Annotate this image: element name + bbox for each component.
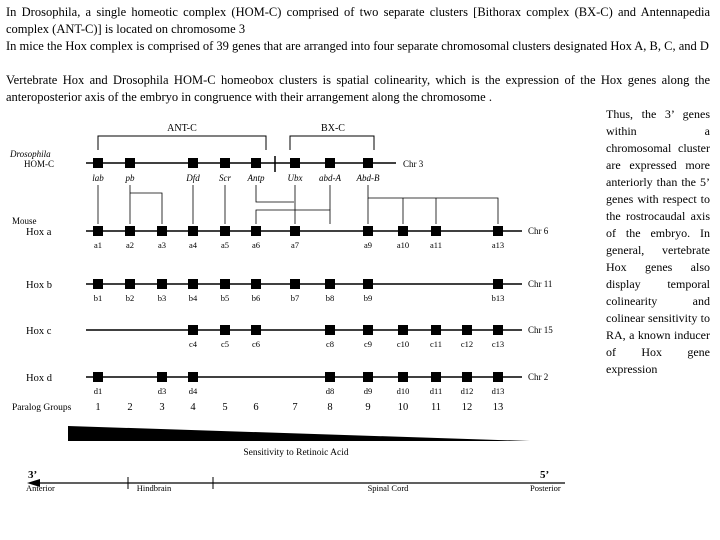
hox-gene-box [157,226,167,236]
hox-gene-box [431,372,441,382]
hox-gene-label: a13 [491,240,505,250]
drosophila-gene-label: Dfd [186,173,200,183]
hox-gene-box [188,226,198,236]
intro-paragraph-mice: In mice the Hox complex is comprised of 39 genes that are arranged into four separate chromosomal clusters designated Hox A, B, C, and D [6,39,709,53]
hox-gene-box [398,226,408,236]
drosophila-gene-box [93,158,103,168]
paralog-number: 2 [127,402,133,413]
hox-cluster-row [26,279,552,303]
hox-gene-label: b6 [251,293,261,303]
ant-c-label: ANT-C [167,123,197,134]
hox-gene-label: a6 [251,240,261,250]
hox-cluster-name: Hox b [26,280,52,291]
hox-cluster-row [26,226,549,250]
hox-cluster-row [26,372,548,396]
hox-gene-box [493,226,503,236]
hox-gene-label: c10 [396,339,410,349]
hox-gene-label: b1 [93,293,103,303]
paralog-groups-label: Paralog Groups [12,403,72,413]
paralog-number: 3 [159,402,165,413]
hox-gene-label: d10 [396,386,410,396]
hox-gene-label: a4 [188,240,198,250]
paralog-number: 9 [365,402,371,413]
chromosome-label: Chr 2 [528,372,549,382]
bx-c-label: BX-C [321,123,345,134]
axis-5prime: 5’ [540,469,550,481]
mouse-label: Mouse [12,216,37,226]
drosophila-gene-label: Scr [219,173,231,183]
drosophila-gene-label: Antp [247,173,265,183]
paralog-number: 8 [327,402,333,413]
complex-brackets [98,136,374,150]
hox-gene-box [188,279,198,289]
hox-gene-box [220,279,230,289]
hox-gene-label: c13 [491,339,505,349]
hox-gene-box [325,372,335,382]
hox-gene-box [363,325,373,335]
hox-gene-box [493,325,503,335]
intro-paragraph-colinearity: Vertebrate Hox and Drosophila HOM-C homeobox clusters is spatial colinearity, which is the expression of the Hox genes along the anteroposterior axis of the embryo in congruence with their arrangement along the chromosome . [6,73,710,104]
intro-paragraph-drosophila: In Drosophila, a single homeotic complex (HOM-C) comprised of two separate clusters [Bithorax complex (BX-C) and Antennapedia complex (ANT-C)] is located on chromosome 3 [6,5,710,36]
drosophila-gene-label: Ubx [287,173,303,183]
hox-gene-label: c12 [460,339,474,349]
hox-gene-label: d13 [491,386,505,396]
hox-gene-box [290,226,300,236]
hox-cluster-name: Hox a [26,227,52,238]
hox-gene-box [290,279,300,289]
paralog-number: 5 [222,402,228,413]
hox-gene-label: c4 [188,339,198,349]
hox-cluster-name: Hox c [26,326,52,337]
drosophila-chr-label: Chr 3 [403,159,424,169]
hox-gene-box [188,325,198,335]
drosophila-label: Drosophila [10,149,51,159]
hox-gene-box [93,226,103,236]
hox-gene-label: a7 [290,240,300,250]
hox-gene-label: a3 [157,240,167,250]
hox-gene-box [93,279,103,289]
drosophila-gene-label: pb [125,173,135,183]
hox-gene-box [493,372,503,382]
paralog-number: 10 [397,402,409,413]
hox-gene-label: c5 [220,339,230,349]
hox-gene-box [157,372,167,382]
hox-gene-box [462,325,472,335]
paralog-numbers [95,402,503,413]
drosophila-gene-label: Abd-B [356,173,380,183]
paralog-number: 1 [95,402,101,413]
chromosome-label: Chr 15 [528,325,553,335]
chromosome-label: Chr 11 [528,279,553,289]
drosophila-gene-box [251,158,261,168]
hox-cluster-row [26,325,553,349]
hox-gene-label: a2 [125,240,135,250]
hox-gene-box [398,372,408,382]
hox-gene-box [220,226,230,236]
hox-gene-label: d3 [157,386,167,396]
paralog-number: 12 [461,402,473,413]
paralog-number: 7 [292,402,298,413]
hox-gene-label: b7 [290,293,300,303]
hox-gene-box [251,325,261,335]
hox-gene-box [251,226,261,236]
drosophila-genes [92,158,380,183]
hox-gene-box [431,325,441,335]
hox-gene-label: c9 [363,339,373,349]
paralog-number: 13 [492,402,504,413]
hox-gene-label: d4 [188,386,198,396]
hox-gene-label: b13 [491,293,505,303]
hox-gene-label: a5 [220,240,230,250]
hox-gene-label: a10 [396,240,410,250]
drosophila-gene-box [125,158,135,168]
hox-gene-label: a1 [93,240,103,250]
drosophila-gene-box [290,158,300,168]
hox-gene-label: a11 [430,240,442,250]
hox-gene-label: b5 [220,293,230,303]
hox-gene-label: c11 [430,339,442,349]
paralog-number: 11 [430,402,442,413]
hox-gene-box [325,279,335,289]
hox-gene-label: b9 [363,293,373,303]
hox-gene-label: b2 [125,293,135,303]
hox-gene-box [125,226,135,236]
hox-gene-label: b8 [325,293,335,303]
hox-gene-label: a9 [363,240,373,250]
hox-gene-box [93,372,103,382]
hox-gene-box [462,372,472,382]
chromosome-label: Chr 6 [528,226,549,236]
hom-c-label: HOM-C [24,159,55,169]
hox-gene-box [493,279,503,289]
drosophila-gene-box [188,158,198,168]
hox-gene-box [363,372,373,382]
hox-gene-label: d1 [93,386,103,396]
hindbrain-label: Hindbrain [136,483,172,493]
hox-gene-box [325,325,335,335]
anterior-label: Anterior [26,483,55,493]
hox-gene-label: d11 [429,386,443,396]
ra-sensitivity-wedge [68,426,530,441]
hox-gene-label: d12 [460,386,474,396]
drosophila-gene-box [363,158,373,168]
hox-gene-box [398,325,408,335]
hox-gene-label: c6 [251,339,261,349]
hox-gene-label: c8 [325,339,335,349]
hox-gene-box [431,226,441,236]
hox-gene-label: d8 [325,386,335,396]
hox-gene-box [220,325,230,335]
homology-connectors [98,185,498,224]
hox-gene-box [251,279,261,289]
drosophila-gene-label: abd-A [319,173,341,183]
drosophila-gene-box [220,158,230,168]
posterior-label: Posterior [530,483,561,493]
hox-gene-box [188,372,198,382]
side-explanation-text: Thus, the 3’ genes within a chromosomal cluster are expressed more anteriorly than the 5’ genes with respect to the rostrocaudal axis of the embryo. In general, vertebrate Hox genes also display temporal colinearity and colinear sensitivity to RA, a known inducer of Hox gene expression [606,107,710,376]
paralog-number: 6 [253,402,259,413]
hox-cluster-name: Hox d [26,373,52,384]
axis-3prime: 3’ [28,469,38,481]
hox-gene-box [363,226,373,236]
hox-gene-box [363,279,373,289]
hox-gene-label: b3 [157,293,167,303]
hox-gene-box [125,279,135,289]
mouse-clusters [26,226,553,396]
ra-sensitivity-label: Sensitivity to Retinoic Acid [243,448,349,458]
hox-gene-label: d9 [363,386,373,396]
paralog-number: 4 [190,402,196,413]
drosophila-gene-box [325,158,335,168]
hox-gene-box [157,279,167,289]
drosophila-gene-label: lab [92,173,104,183]
spinal-cord-label: Spinal Cord [367,483,409,493]
hox-gene-label: b4 [188,293,198,303]
hox-cluster-diagram [0,100,600,540]
